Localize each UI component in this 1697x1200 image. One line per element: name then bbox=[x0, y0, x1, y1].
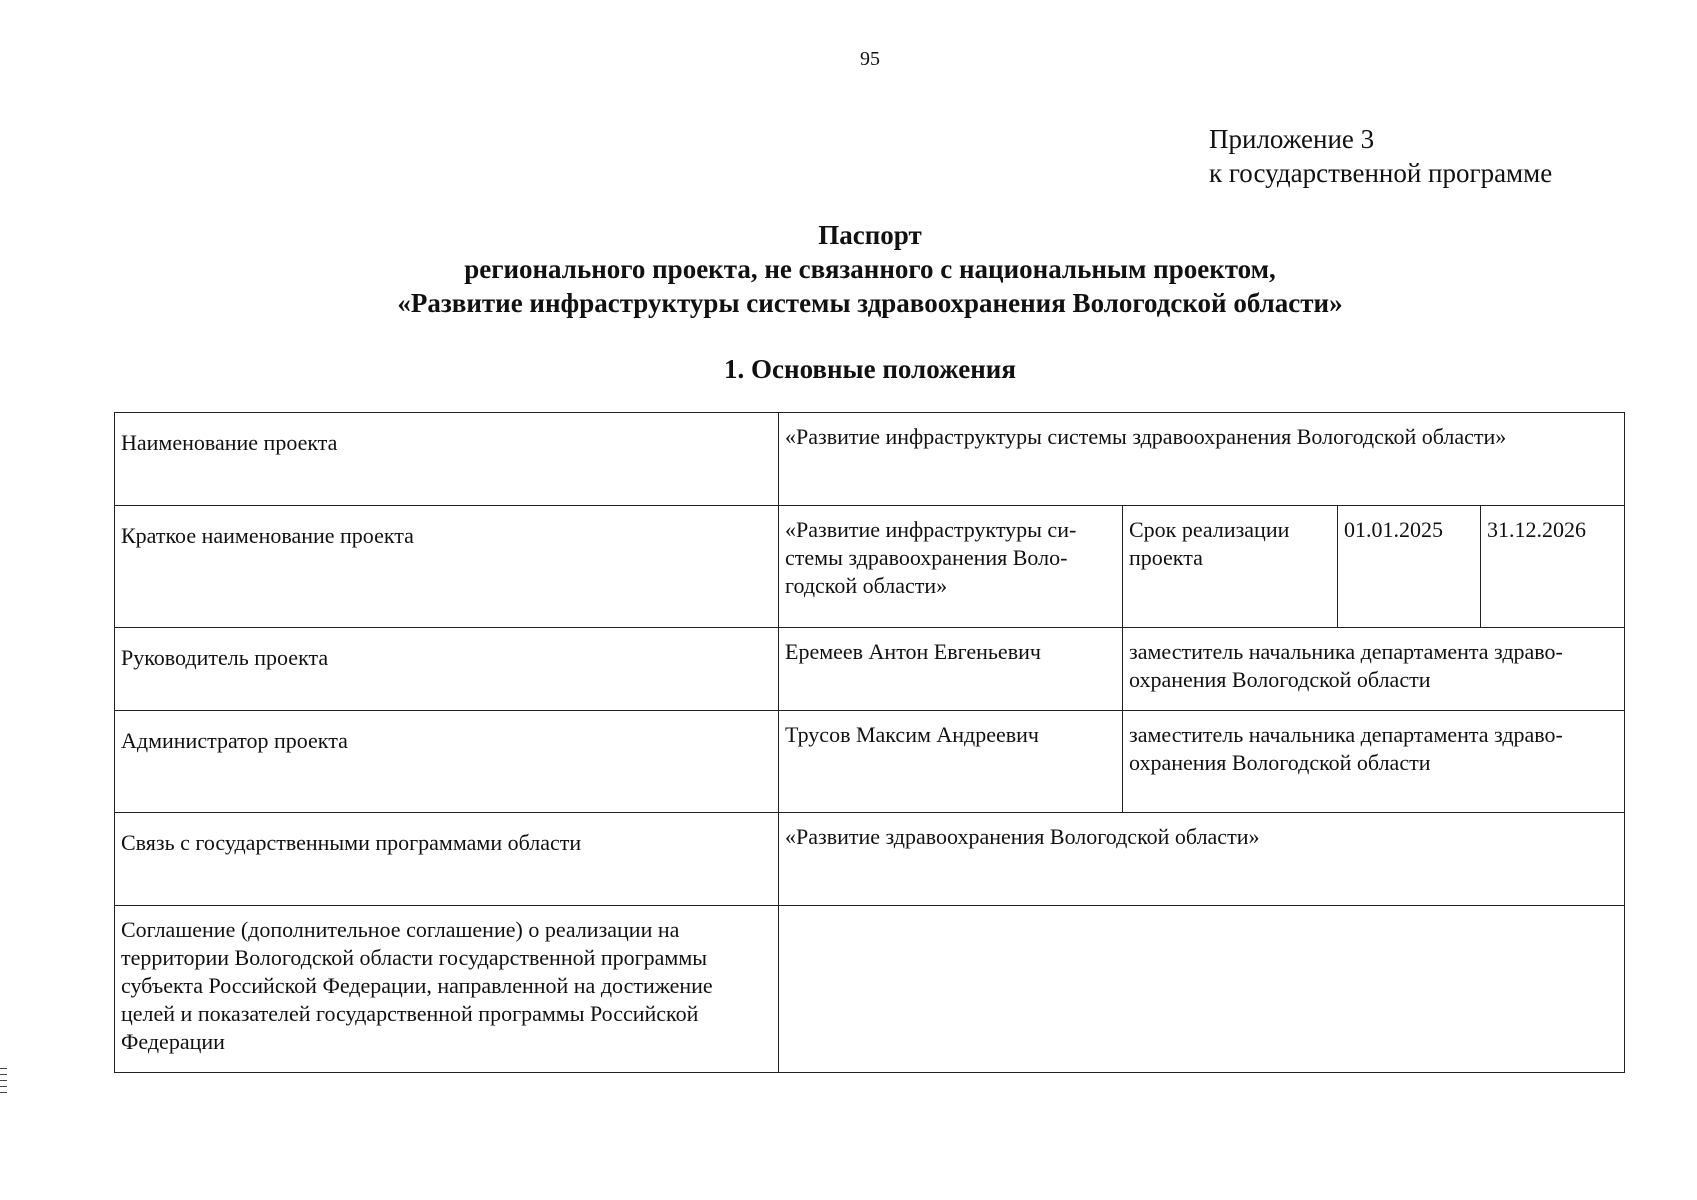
title-line-1: Паспорт bbox=[818, 220, 922, 250]
short-name-value: «Развитие инфраструктуры системы здравоохранения Вологодской области» bbox=[779, 506, 1123, 628]
table-row-short-name bbox=[115, 506, 1625, 628]
project-admin-label: Администратор проекта bbox=[115, 711, 779, 813]
table-row-project-name bbox=[115, 413, 1625, 506]
scan-margin-marks bbox=[0, 1068, 7, 1098]
section-heading: 1. Основные положения bbox=[724, 354, 1016, 384]
passport-table bbox=[114, 412, 1625, 1073]
project-head-name: Еремеев Антон Евгеньевич bbox=[779, 628, 1123, 711]
table-row-project-head bbox=[115, 628, 1625, 711]
appendix-note bbox=[1209, 122, 1552, 190]
end-date: 31.12.2026 bbox=[1481, 506, 1625, 628]
project-admin-position: заместитель начальника департамента здравоохранения Вологодской области bbox=[1123, 711, 1625, 813]
table-row-project-admin bbox=[115, 711, 1625, 813]
table-row-agreement bbox=[115, 906, 1625, 1073]
appendix-line-2: к государственной программе bbox=[1209, 158, 1553, 188]
page-number: 95 bbox=[860, 48, 880, 70]
title-line-2: регионального проекта, не связанного с национальным проектом, bbox=[464, 254, 1276, 284]
start-date: 01.01.2025 bbox=[1338, 506, 1481, 628]
appendix-line-1: Приложение 3 bbox=[1209, 124, 1375, 154]
short-name-label: Краткое наименование проекта bbox=[115, 506, 779, 628]
project-head-position: заместитель начальника департамента здравоохранения Вологодской области bbox=[1123, 628, 1625, 711]
project-admin-name: Трусов Максим Андреевич bbox=[779, 711, 1123, 813]
agreement-label: Соглашение (дополнительное соглашение) о реализации на территории Вологодской области государственной программы субъекта Российской Федерации, направленной на достижение целей и показателей государственной программы Российской Федерации bbox=[115, 906, 779, 1073]
title-line-3: «Развитие инфраструктуры системы здравоохранения Вологодской области» bbox=[397, 288, 1343, 318]
agreement-value bbox=[779, 906, 1625, 1073]
project-name-value: «Развитие инфраструктуры системы здравоохранения Вологодской области» bbox=[779, 413, 1625, 506]
program-link-label: Связь с государственными программами области bbox=[115, 813, 779, 906]
term-label: Срок реализации проекта bbox=[1123, 506, 1338, 628]
project-name-label: Наименование проекта bbox=[115, 413, 779, 506]
table-row-program-link bbox=[115, 813, 1625, 906]
project-head-label: Руководитель проекта bbox=[115, 628, 779, 711]
program-link-value: «Развитие здравоохранения Вологодской области» bbox=[779, 813, 1625, 906]
document-title bbox=[0, 218, 1697, 320]
